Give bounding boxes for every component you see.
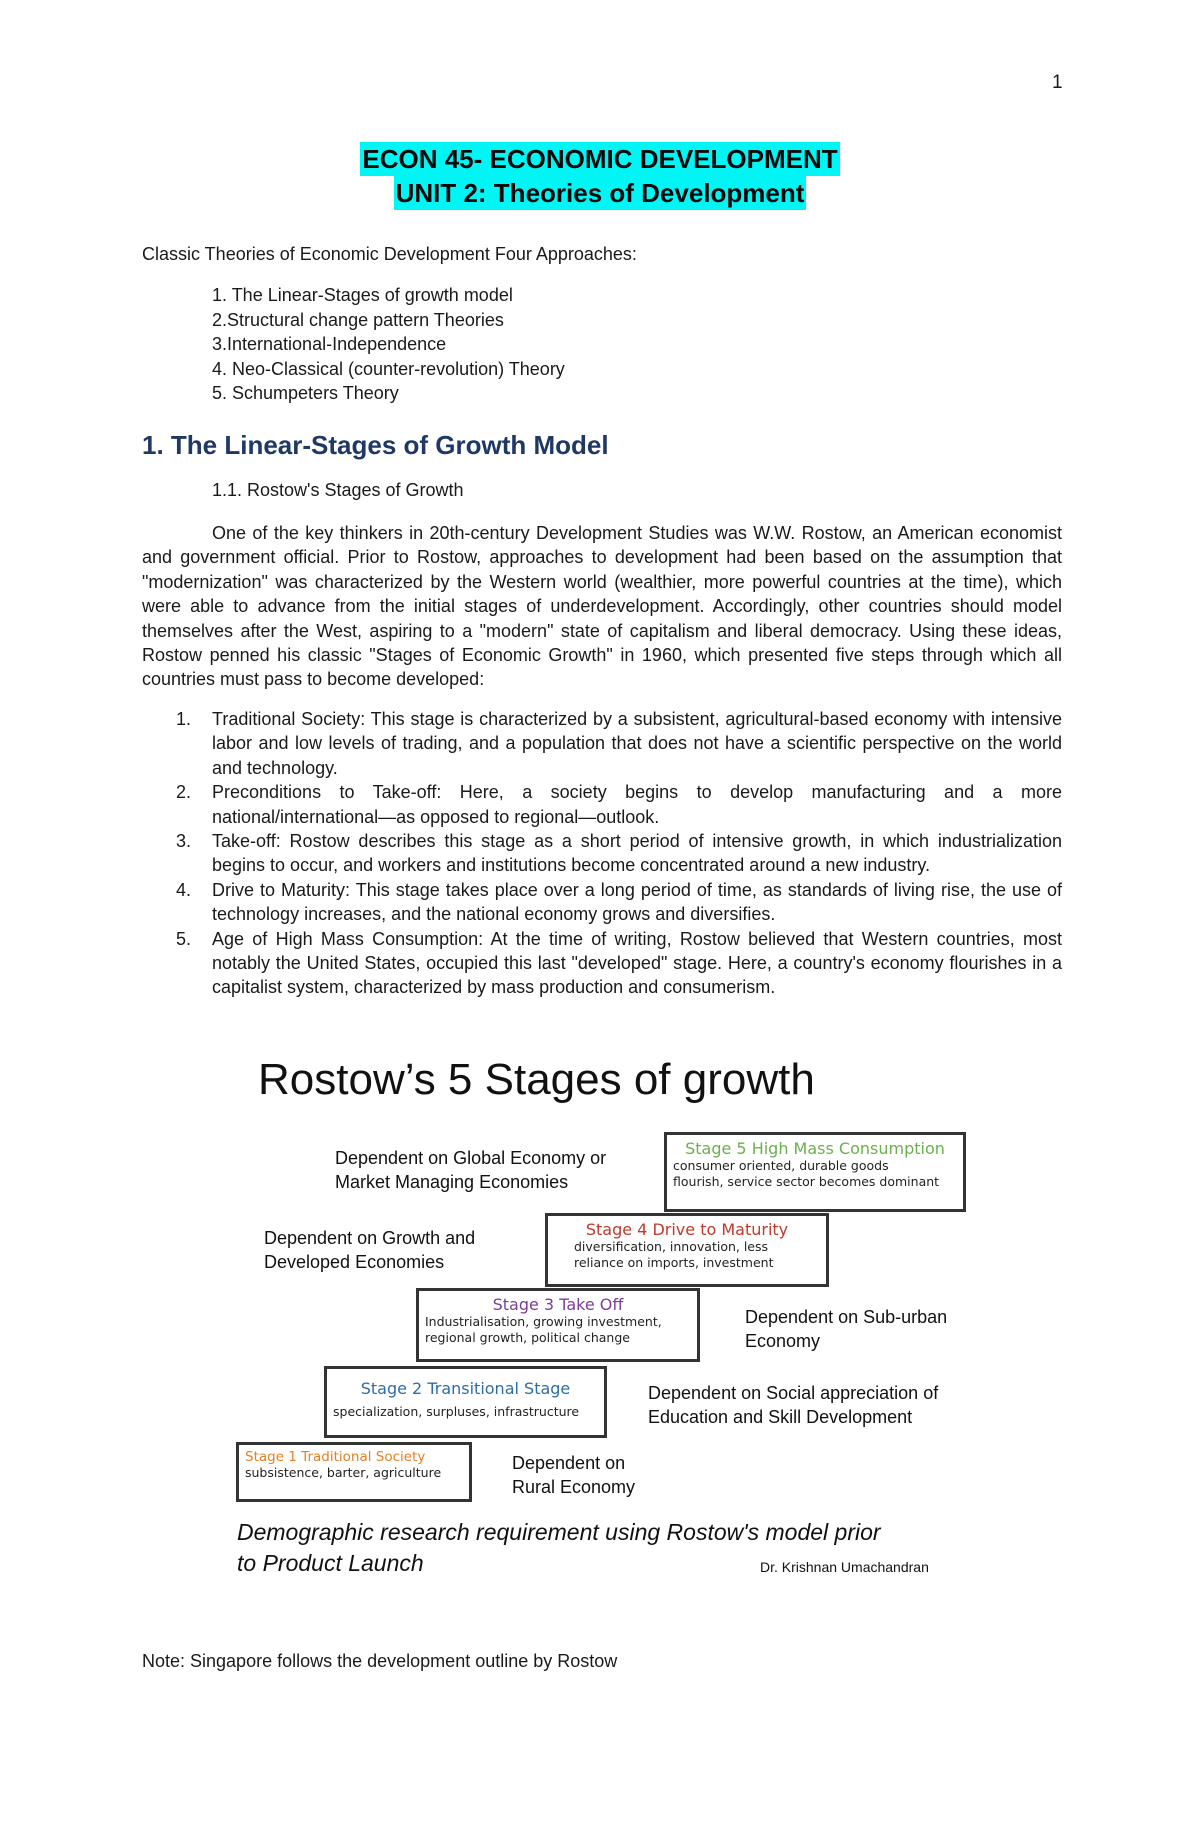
list-number: 3. — [176, 831, 192, 852]
stage-4-desc: reliance on imports, investment — [574, 1255, 774, 1270]
stage-5-box — [664, 1132, 966, 1212]
body-paragraph: One of the key thinkers in 20th-century Development Studies was W.W. Rostow, an American economist and government official. Prior to Rostow, approaches to development had been based on the assumption that "modernization" was characterized by the Western world (wealthier, more powerful countries at the time), which were able to advance from the initial stages of underdevelopment. Accordingly, other countries should model themselves after the West, aspiring to a "modern" state of capitalism and liberal democracy. Using these ideas, Rostow penned his classic "Stages of Economic Growth" in 1960, which presented five steps through which all countries must pass to become developed: — [142, 523, 1062, 690]
list-item: 4. Neo-Classical (counter-revolution) Theory — [212, 358, 565, 379]
page-number: 1 — [1052, 72, 1063, 93]
dependency-label-stage1 — [512, 1451, 635, 1499]
document-title — [0, 142, 1200, 210]
stage-1-desc: subsistence, barter, agriculture — [245, 1465, 442, 1480]
approaches-list — [212, 283, 565, 406]
note-text: Note: Singapore follows the development outline by Rostow — [142, 1651, 618, 1671]
dependency-text: Dependent on — [512, 1453, 626, 1473]
stage-3-title: Stage 3 Take Off — [492, 1295, 624, 1314]
stage-1-box — [236, 1442, 472, 1502]
dependency-text: Dependent on Social appreciation of — [648, 1383, 939, 1403]
stage-2-box — [324, 1366, 607, 1438]
list-item: 5. Schumpeters Theory — [212, 383, 399, 403]
dependency-text: Dependent on Sub-urban — [745, 1307, 948, 1327]
stage-3-desc: regional growth, political change — [425, 1330, 630, 1345]
stage-4-box — [545, 1213, 829, 1287]
list-item — [142, 780, 1062, 829]
dependency-text: Economy — [745, 1331, 821, 1351]
list-text: Take-off: Rostow describes this stage as a short period of intensive growth, in which industrialization begins to occur, and workers and institutions become concentrated around a new industry. — [212, 831, 1062, 876]
list-number: 4. — [176, 879, 192, 900]
unit-title: UNIT 2: Theories of Development — [395, 178, 805, 208]
stage-2-title: Stage 2 Transitional Stage — [360, 1379, 571, 1398]
stage-5-desc: flourish, service sector becomes dominant — [673, 1174, 940, 1189]
list-number: 2. — [176, 782, 192, 803]
dependency-text: Education and Skill Development — [648, 1407, 913, 1427]
rostow-stages-figure — [0, 1040, 1200, 1600]
dependency-text: Market Managing Economies — [335, 1172, 569, 1192]
caption-line: to Product Launch — [237, 1550, 424, 1576]
dependency-text: Rural Economy — [512, 1477, 636, 1497]
dependency-text: Dependent on Growth and — [264, 1228, 476, 1248]
dependency-label-stage5 — [335, 1146, 606, 1194]
section-heading: 1. The Linear-Stages of Growth Model — [142, 430, 609, 460]
list-item — [142, 878, 1062, 927]
list-item — [142, 927, 1062, 1000]
list-item: 1. The Linear-Stages of growth model — [212, 285, 513, 305]
list-number: 1. — [176, 709, 192, 729]
stage-1-title: Stage 1 Traditional Society — [245, 1449, 426, 1465]
intro-text: Classic Theories of Economic Development Four Approaches: — [142, 244, 637, 264]
list-text: Age of High Mass Consumption: At the time of writing, Rostow believed that Western countries, most notably the United States, occupied this last "developed" stage. Here, a country's economy flourishes in a capitalist system, characterized by mass production and consumerism. — [212, 928, 1062, 998]
dependency-label-stage2 — [648, 1381, 938, 1429]
figure-author: Dr. Krishnan Umachandran — [760, 1559, 929, 1575]
dependency-text: Developed Economies — [264, 1252, 445, 1272]
stages-list — [142, 707, 1062, 1000]
course-title: ECON 45- ECONOMIC DEVELOPMENT — [362, 144, 838, 174]
list-number: 5. — [176, 928, 192, 949]
stage-5-desc: consumer oriented, durable goods — [673, 1158, 889, 1173]
list-item: 2.Structural change pattern Theories — [212, 309, 504, 330]
stage-5-title: Stage 5 High Mass Consumption — [685, 1139, 945, 1158]
list-text: Preconditions to Take-off: Here, a society begins to develop manufacturing and a more national/international—as opposed to regional—outlook. — [212, 782, 1062, 827]
stage-4-desc: diversification, innovation, less — [574, 1239, 769, 1254]
dependency-text: Dependent on Global Economy or — [335, 1148, 607, 1168]
stage-3-box — [416, 1288, 700, 1362]
dependency-label-stage4 — [264, 1226, 475, 1274]
caption-line: Demographic research requirement using Rostow's model prior — [237, 1519, 881, 1545]
stage-3-desc: Industrialisation, growing investment, — [425, 1314, 662, 1329]
stage-4-title: Stage 4 Drive to Maturity — [585, 1220, 789, 1239]
list-text: Drive to Maturity: This stage takes place over a long period of time, as standards of living rise, the use of technology increases, and the national economy grows and diversifies. — [212, 879, 1062, 925]
stage-2-desc: specialization, surpluses, infrastructure — [333, 1404, 580, 1419]
figure-title: Rostow’s 5 Stages of growth — [258, 1055, 815, 1104]
list-item: 3.International-Independence — [212, 334, 447, 354]
subsection-heading: 1.1. Rostow's Stages of Growth — [212, 480, 464, 500]
list-item — [142, 829, 1062, 878]
list-item — [142, 707, 1062, 780]
list-text: Traditional Society: This stage is characterized by a subsistent, agricultural-based economy with intensive labor and low levels of trading, and a population that does not have a scientific perspective on the world and technology. — [212, 709, 1062, 778]
dependency-label-stage3 — [745, 1305, 947, 1353]
